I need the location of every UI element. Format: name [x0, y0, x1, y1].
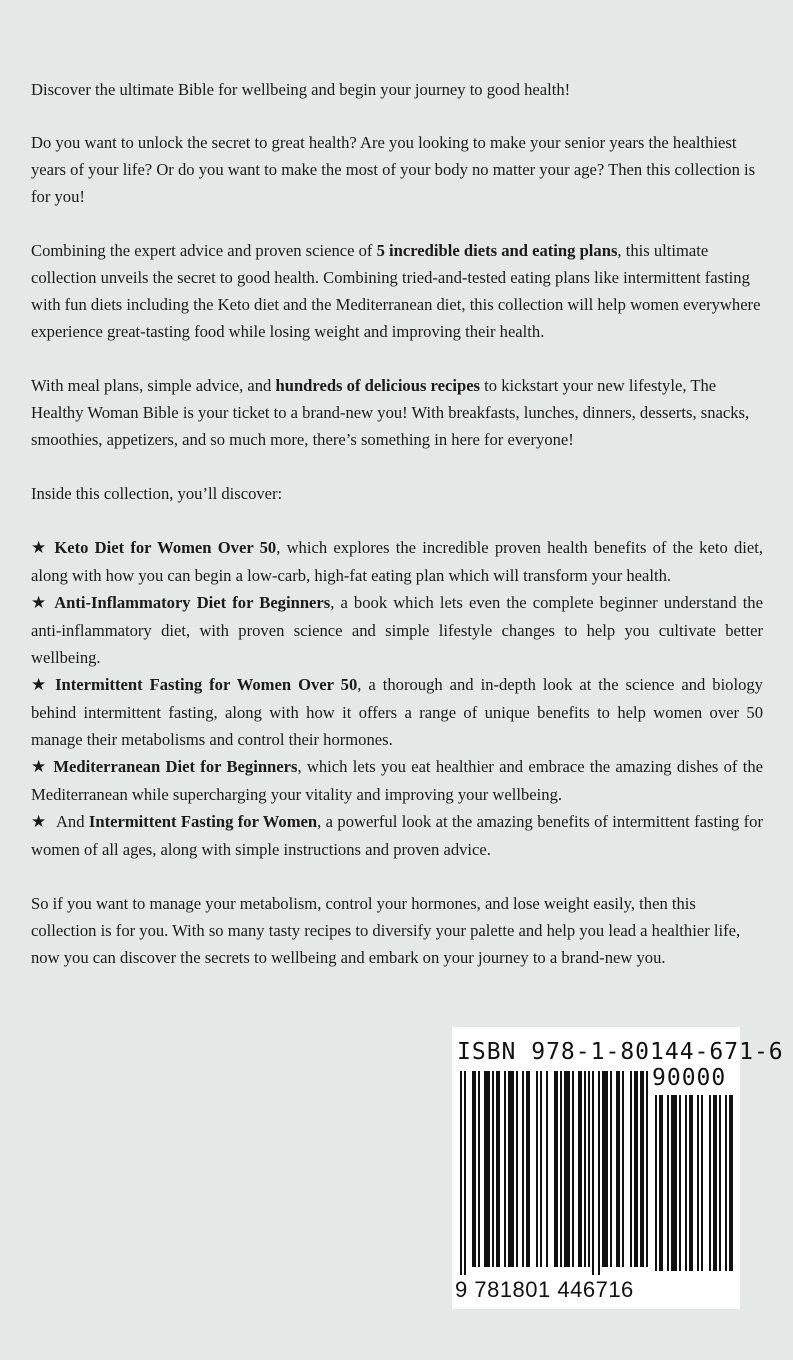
- barcode-bar: [634, 1071, 638, 1267]
- feature-title: Keto Diet for Women Over 50: [54, 538, 277, 557]
- barcode-bar: [701, 1095, 703, 1271]
- barcode-bars-icon: [460, 1071, 648, 1275]
- barcode-bar: [671, 1095, 677, 1271]
- feature-item: ★ And Intermittent Fasting for Women, a powerful look at the amazing benefits of intermittent fasting for women of all ages, along with simple instructions and proven advice.: [31, 812, 763, 859]
- barcode-bar: [560, 1071, 562, 1267]
- barcode-bar: [554, 1071, 558, 1267]
- barcode-bar: [592, 1071, 594, 1275]
- barcode-bar: [578, 1071, 582, 1267]
- price-code: 90000: [652, 1065, 727, 1091]
- feature-title: Mediterranean Diet for Beginners: [53, 757, 298, 776]
- barcode-bar: [472, 1071, 476, 1267]
- barcode-bar: [508, 1071, 514, 1267]
- barcode-bar: [659, 1095, 663, 1271]
- barcode-bar: [697, 1095, 699, 1271]
- barcode-bar: [640, 1071, 644, 1267]
- barcode-bar: [667, 1095, 669, 1271]
- star-icon: ★: [31, 593, 49, 613]
- barcode-bar: [713, 1095, 717, 1271]
- paragraph-2: Combining the expert advice and proven science of 5 incredible diets and eating plans, this ultimate collection unveils the secret to good health. Combining tried-and-tested eating plans like intermittent fasting with fun diets including the Keto diet and the Mediterranean diet, this collection will help women everywhere experience great-tasting food while losing weight and improving their health.: [31, 241, 761, 341]
- book-description: [31, 76, 763, 971]
- barcode-bar: [689, 1095, 693, 1271]
- barcode-bar: [719, 1095, 721, 1271]
- feature-title: Intermittent Fasting for Women Over 50: [55, 675, 358, 694]
- barcode-bar: [655, 1095, 657, 1271]
- barcode-bar: [546, 1071, 548, 1267]
- barcode-bar: [709, 1095, 711, 1271]
- recipes-highlight: hundreds of delicious recipes: [275, 376, 481, 395]
- barcode-bar: [460, 1071, 462, 1275]
- barcode-bar: [616, 1071, 620, 1267]
- barcode-bar: [646, 1071, 648, 1267]
- diets-highlight: 5 incredible diets and eating plans: [376, 241, 618, 260]
- barcode-bar: [685, 1095, 687, 1271]
- feature-title: Anti-Inflammatory Diet for Beginners: [54, 593, 331, 612]
- barcode-bar: [526, 1071, 530, 1267]
- paragraph-3: With meal plans, simple advice, and hundreds of delicious recipes to kickstart your new lifestyle, The Healthy Woman Bible is your ticket to a brand-new you! With breakfasts, lunches, dinners, desserts, snacks, smoothies, appetizers, and so much more, there’s something in here for everyone!: [31, 376, 750, 449]
- feature-item: ★ Anti-Inflammatory Diet for Beginners, a book which lets even the complete beginner understand the anti-inflammatory diet, with proven science and simple lifestyle changes to help you cultivate better wellbeing.: [31, 593, 763, 667]
- barcode-bar: [540, 1071, 542, 1267]
- intro-text: Discover the ultimate Bible for wellbeing and begin your journey to good health!: [31, 80, 571, 99]
- discover-heading: Inside this collection, you’ll discover:: [31, 484, 283, 503]
- barcode-bar: [610, 1071, 612, 1267]
- star-icon: ★: [31, 675, 50, 695]
- star-icon: ★: [31, 757, 48, 777]
- barcode-bar: [464, 1071, 466, 1275]
- barcode-bar: [478, 1071, 480, 1267]
- feature-title: Intermittent Fasting for Women: [88, 812, 318, 831]
- feature-item: ★ Mediterranean Diet for Beginners, which lets you eat healthier and embrace the amazing dishes of the Mediterranean while supercharging your vitality and improving your wellbeing.: [31, 757, 763, 804]
- closing-paragraph: So if you want to manage your metabolism, control your hormones, and lose weight easily, then this collection is for you. With so many tasty recipes to diversify your palette and help you lead a healthier life, now you can discover the secrets to wellbeing and embark on your journey to a brand-new you.: [31, 894, 741, 967]
- isbn-label: ISBN 978-1-80144-671-6: [457, 1039, 784, 1065]
- barcode-bar: [725, 1095, 727, 1271]
- barcode-bar: [572, 1071, 574, 1267]
- barcode-bar: [516, 1071, 518, 1267]
- isbn-barcode: [452, 1027, 784, 1309]
- barcode-bar: [588, 1071, 590, 1267]
- barcode-bar: [484, 1071, 490, 1267]
- barcode-bar: [630, 1071, 632, 1267]
- barcode-bar: [536, 1071, 538, 1267]
- barcode-bar: [522, 1071, 524, 1267]
- feature-item: ★ Keto Diet for Women Over 50, which explores the incredible proven health benefits of the keto diet, along with how you can begin a low-carb, high-fat eating plan which will transform your health.: [31, 538, 763, 585]
- paragraph-1: Do you want to unlock the secret to great health? Are you looking to make your senior years the healthiest years of your life? Or do you want to make the most of your body no matter your age? Then this collection is for you!: [31, 133, 756, 206]
- barcode-bar: [492, 1071, 494, 1267]
- barcode-bar: [679, 1095, 681, 1271]
- barcode-bar: [564, 1071, 570, 1267]
- ean-digits: 9 781801 446716: [455, 1277, 634, 1302]
- barcode-bar: [598, 1071, 600, 1275]
- barcode-bar: [584, 1071, 586, 1267]
- barcode-bar: [622, 1071, 624, 1267]
- feature-list: [31, 534, 763, 863]
- barcode-bar: [496, 1071, 500, 1267]
- star-icon: ★: [31, 538, 49, 558]
- barcode-bar: [602, 1071, 608, 1267]
- barcode-bar: [729, 1095, 733, 1271]
- feature-item: ★ Intermittent Fasting for Women Over 50, a thorough and in-depth look at the science and biology behind intermittent fasting, along with how it offers a range of unique benefits to help women over 50 manage their metabolisms and control their hormones.: [31, 675, 763, 749]
- barcode-bar: [504, 1071, 506, 1267]
- star-icon: ★: [31, 812, 47, 832]
- addon-barcode-bars-icon: [655, 1095, 733, 1275]
